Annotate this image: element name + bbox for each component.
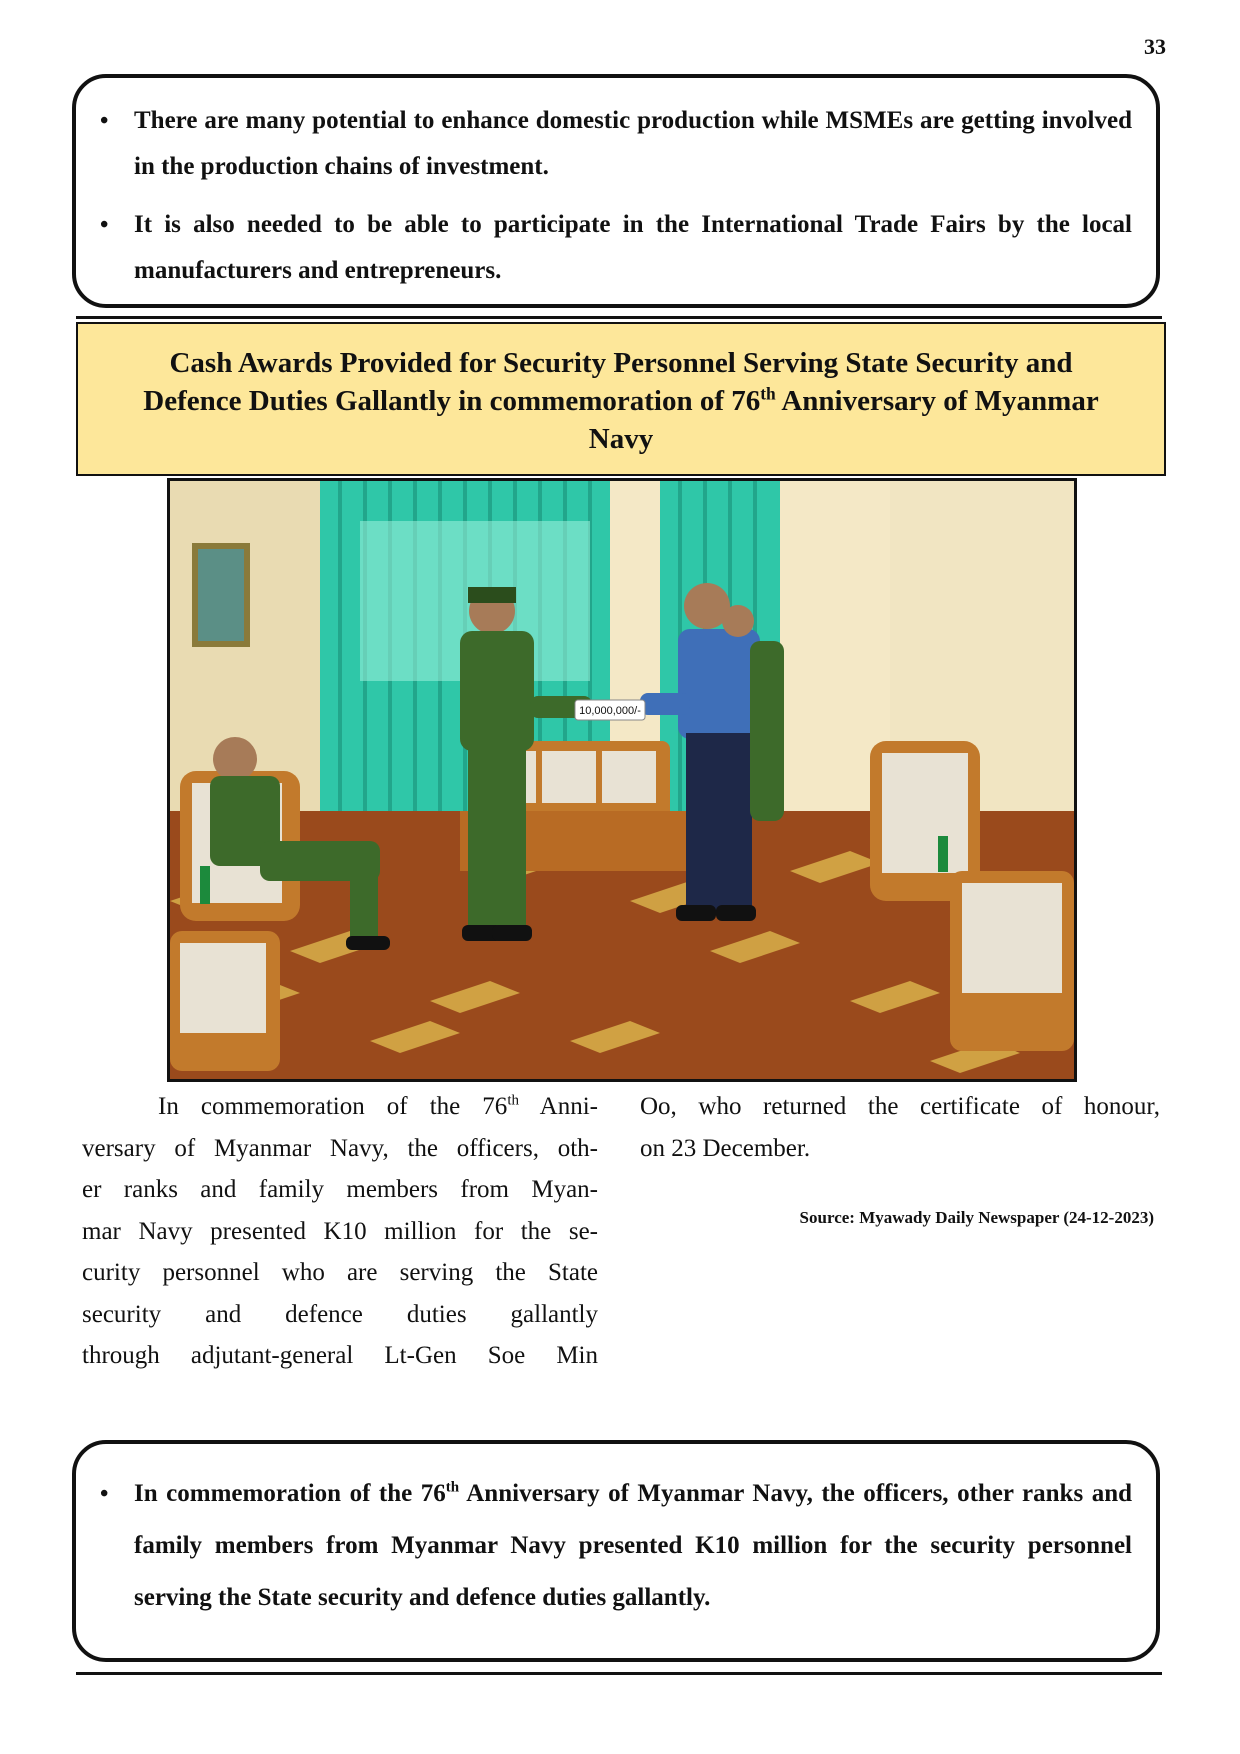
summary-bullet-list <box>94 98 1132 294</box>
title-line <box>98 382 1144 420</box>
horizontal-rule <box>76 316 1162 319</box>
article-line: through adjutant-general Lt-Gen Soe Min <box>82 1342 598 1369</box>
article-column-left <box>82 1086 598 1377</box>
article-line: mar Navy presented K10 million for the se- <box>82 1217 598 1245</box>
bullet-item <box>94 1468 1132 1624</box>
article-line: curity personnel who are serving the State <box>82 1259 598 1286</box>
article-text: Anni- <box>518 1093 598 1120</box>
title-text: Anniversary of Myanmar <box>775 385 1099 417</box>
article-line: on 23 December. <box>640 1134 811 1162</box>
superscript: th <box>507 1092 519 1109</box>
bullet-text: Anniversary of Myanmar Navy, the officers, other ranks and family members from Myanmar Navy presented K10 million for the security personnel serving the State security and defence duties gallantly. <box>134 1480 1132 1611</box>
article-title <box>76 322 1166 476</box>
summary-box-top <box>72 74 1160 308</box>
article-line: Oo, who returned the certificate of honour, <box>640 1093 1160 1120</box>
summary-bullet-list <box>94 1468 1132 1624</box>
horizontal-rule <box>76 1672 1162 1675</box>
bullet-item: • There are many potential to enhance domestic production while MSMEs are getting involved in the production chains of investment. <box>94 98 1132 190</box>
title-line: Cash Awards Provided for Security Personnel Serving State Security and <box>169 347 1073 379</box>
article-column-right <box>640 1086 1160 1169</box>
title-line: Navy <box>588 423 654 455</box>
superscript: th <box>445 1479 460 1496</box>
page-number: 33 <box>1144 34 1166 59</box>
event-photo <box>167 478 1077 1082</box>
article-line <box>82 1086 598 1128</box>
summary-box-bottom <box>72 1440 1160 1662</box>
bullet-text: In commemoration of the 76 <box>134 1480 446 1507</box>
source-citation: Source: Myawady Daily Newspaper (24-12-2023) <box>799 1208 1154 1227</box>
bullet-item: • It is also needed to be able to participate in the International Trade Fairs by the local manufacturers and entrepreneurs. <box>94 202 1132 294</box>
article-line: security and defence duties gallantly <box>82 1300 598 1328</box>
superscript: th <box>760 383 776 404</box>
article-line: versary of Myanmar Navy, the officers, oth- <box>82 1134 598 1162</box>
article-line: er ranks and family members from Myan- <box>82 1176 598 1203</box>
article-text: In commemoration of the 76 <box>158 1093 508 1120</box>
cheque-label: 10,000,000/- <box>579 705 641 717</box>
title-text: Defence Duties Gallantly in commemoration of 76 <box>143 385 761 417</box>
